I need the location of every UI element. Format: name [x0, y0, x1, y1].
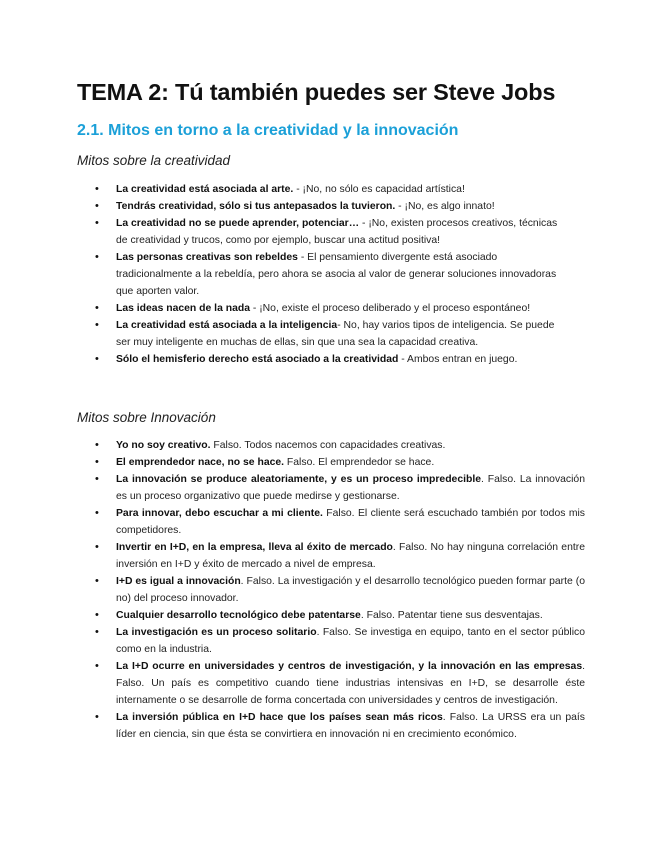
myth-statement: El emprendedor nace, no se hace.: [116, 457, 285, 468]
list-item: [95, 454, 585, 471]
myth-response: . Falso. No hay ninguna correlación entre inversión en I+D y éxito de mercado a nivel de empresa.: [116, 542, 585, 570]
myth-statement: Las personas creativas son rebeldes: [116, 252, 298, 263]
list-item: [95, 709, 585, 743]
myth-statement: Tendrás creatividad, sólo si tus antepasados la tuvieron.: [116, 201, 396, 212]
myth-statement: Invertir en I+D, en la empresa, lleva al éxito de mercado: [116, 542, 393, 553]
myth-response: . Falso. Patentar tiene sus desventajas.: [360, 610, 543, 621]
myth-response: Falso. Todos nacemos con capacidades creativas.: [210, 440, 446, 451]
myth-response: - ¡No, no sólo es capacidad artística!: [293, 184, 465, 195]
myth-statement: Yo no soy creativo.: [116, 440, 211, 451]
myth-response: - No, hay varios tipos de inteligencia. Se puede ser muy inteligente en muchas de ellas, sin que una sea la capacidad creativa.: [116, 320, 555, 348]
myth-statement: Las ideas nacen de la nada: [116, 303, 250, 314]
myth-statement: La inversión pública en I+D hace que los países sean más ricos: [116, 712, 443, 723]
myth-response: - El pensamiento divergente está asociado tradicionalmente a la rebeldía, pero ahora se asocia al valor de generar soluciones innovadoras que aporten valor.: [116, 252, 557, 297]
myth-response: . Falso. La innovación es un proceso organizativo que puede medirse y gestionarse.: [116, 474, 585, 502]
list-item: [95, 351, 565, 368]
myth-statement: La creatividad no se puede aprender, potenciar…: [116, 218, 360, 229]
list-item: [95, 437, 585, 454]
myth-response: . Falso. La investigación y el desarrollo tecnológico pueden formar parte (o no) del proceso innovador.: [116, 576, 585, 604]
myth-statement: Sólo el hemisferio derecho está asociado a la creatividad: [116, 354, 399, 365]
myth-response: . Falso. La URSS era un país líder en ciencia, sin que ésta se convirtiera en innovación ni en crecimiento económico.: [116, 712, 585, 740]
myth-statement: Cualquier desarrollo tecnológico debe patentarse: [116, 610, 361, 621]
list-item: [95, 181, 565, 198]
list-item: [95, 607, 585, 624]
list-item: [95, 658, 585, 709]
list-item: [95, 215, 565, 249]
list-item: [95, 249, 565, 300]
myth-statement: La creatividad está asociada al arte.: [116, 184, 294, 195]
innovacion-myth-list: [95, 437, 585, 743]
list-item: [95, 573, 585, 607]
list-item: [95, 539, 585, 573]
myth-response: - ¡No, es algo innato!: [395, 201, 495, 212]
myth-statement: Para innovar, debo escuchar a mi cliente.: [116, 508, 323, 519]
myth-statement: La innovación se produce aleatoriamente, y es un proceso impredecible: [116, 474, 481, 485]
list-item: [95, 471, 585, 505]
section-heading: 2.1. Mitos en torno a la creatividad y la innovación: [77, 122, 459, 139]
myth-statement: La I+D ocurre en universidades y centros de investigación, y la innovación en las empresas: [116, 661, 583, 672]
creatividad-myth-list: [95, 181, 565, 368]
list-item: [95, 505, 585, 539]
list-item: [95, 317, 565, 351]
subheading-creatividad: Mitos sobre la creatividad: [77, 153, 231, 168]
myth-response: . Falso. Un país es competitivo cuando tiene industrias intensivas en I+D, se desarrolle éste internamente o se desarrolle de forma concertada con universidades y centros de investigación.: [116, 661, 585, 706]
myth-response: - ¡No, existen procesos creativos, técnicas de creatividad y trucos, como por ejemplo, buscar una actitud positiva!: [116, 218, 558, 246]
subheading-innovacion: Mitos sobre Innovación: [77, 410, 216, 425]
myth-response: Falso. El emprendedor se hace.: [284, 457, 435, 468]
myth-statement: La creatividad está asociada a la inteligencia: [116, 320, 338, 331]
myth-response: - Ambos entran en juego.: [398, 354, 518, 365]
myth-response: - ¡No, existe el proceso deliberado y el proceso espontáneo!: [249, 303, 531, 314]
page-title: TEMA 2: Tú también puedes ser Steve Jobs: [77, 79, 556, 105]
list-item: [95, 198, 565, 215]
list-item: [95, 300, 565, 317]
list-item: [95, 624, 585, 658]
myth-statement: La investigación es un proceso solitario: [116, 627, 317, 638]
myth-response: . Falso. Se investiga en equipo, tanto en el sector público como en la industria.: [116, 627, 585, 655]
myth-statement: I+D es igual a innovación: [116, 576, 241, 587]
myth-response: Falso. El cliente será escuchado también por todos mis competidores.: [116, 508, 585, 536]
